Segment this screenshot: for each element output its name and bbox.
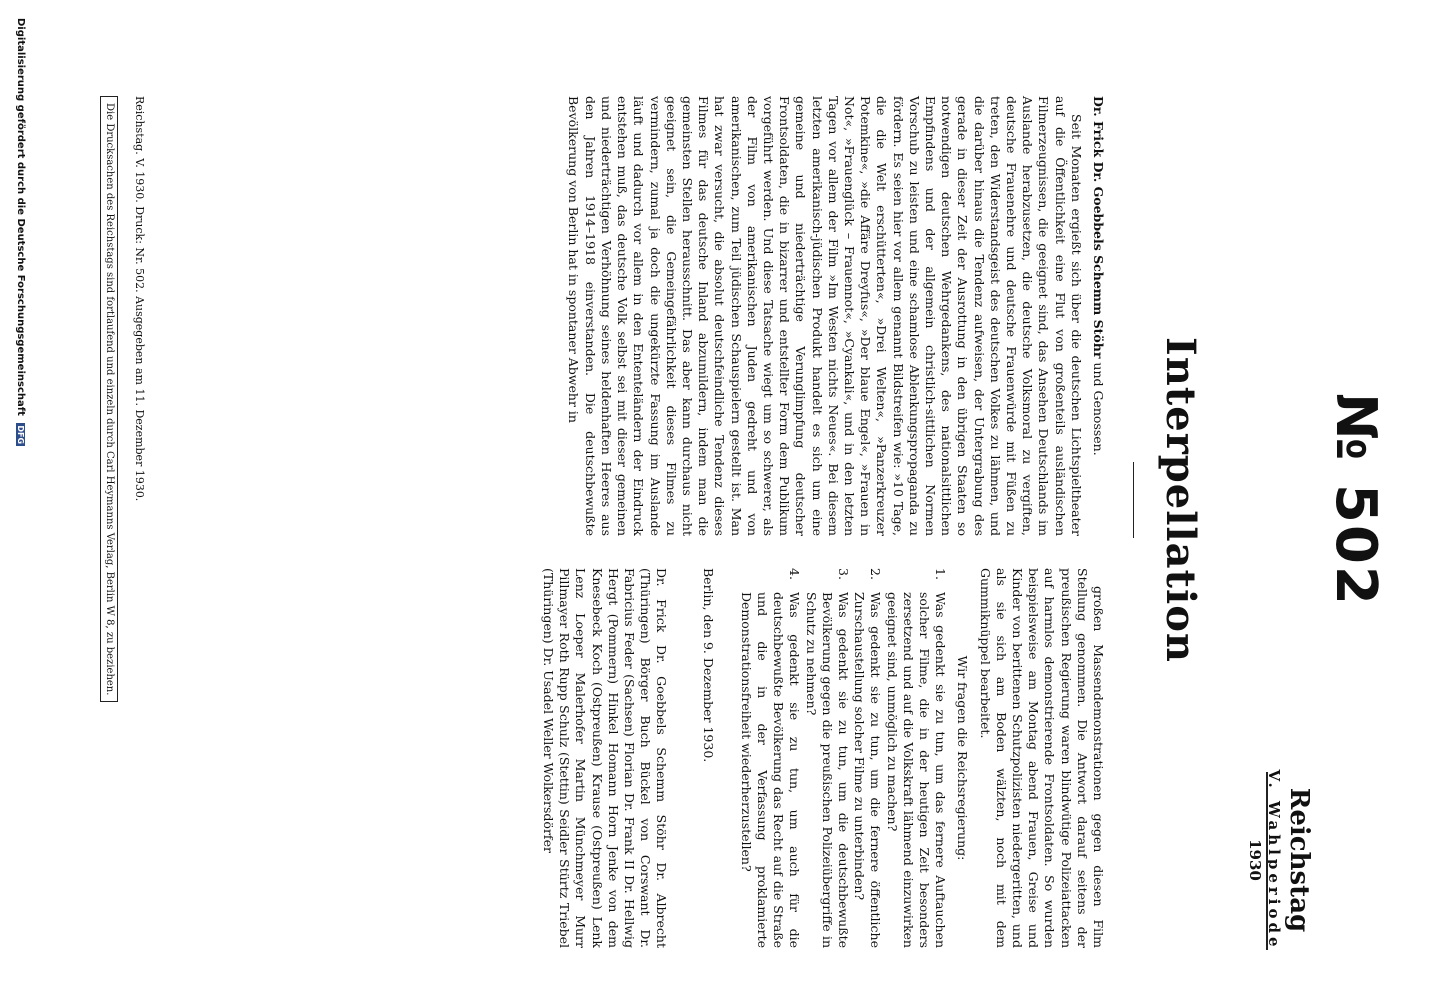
header-year: 1930	[1246, 839, 1264, 881]
footer-print-info: Reichstag. V. 1930. Druck: Nr. 502. Ausgegeben am 11. Dezember 1930.	[133, 96, 146, 502]
authors-heading	[1090, 96, 1106, 536]
footer-publisher-box: Die Drucksachen des Reichstags sind fortlaufend und einzeln durch Carl Heymanns Verlag, Berlin W 8, zu beziehen.	[100, 96, 118, 702]
chamber-name: Reichstag	[1284, 787, 1314, 933]
signatories: Dr. Frick Dr. Goebbels Schemm Stöhr Dr. Albrecht (Thüringen) Börger Buch Bückel von Corswant Dr. Fabricius Feder (Sachsen) Florian Dr. Frank II Dr. Hellwig Hergt (Pommern) Hinkel Homann Horn Jenke von dem Knesebeck Koch (Ostpreußen) Krause (Ostpreußen) Lenk Lenz Loeper Malerhofer Martin Münchmeyer Murr Pillmayer Roth Rupp Schulz (Stettin) Seidler Stürtz Triebel (Thüringen) Dr. Usadel Weller Wolkersdörfer	[540, 568, 670, 948]
election-period: V. Wahlperiode	[1265, 769, 1283, 951]
authors-names: Dr. Frick Dr. Goebbels Schemm Stöhr	[1091, 96, 1106, 359]
body-paragraph-1: Seit Monaten ergießt sich über die deutschen Lichtspieltheater auf die Öffentlichkeit eine Flut von großenteils ausländischen Filmerzeugnissen, die geeignet sind, das Ansehen Deutschlands im Auslande herabzusetzen, die deutsche Volksmoral zu vergiften, deutsche Frauenehre und deutsche Frauenwürde mit Füßen zu treten, den Widerstandsgeist des deutschen Volkes zu lähmen, und die darüber hinaus die Tendenz aufweisen, der Untergrabung des gerade in dieser Zeit der Ausrottung in den übrigen Staaten so notwendigen deutschen Wehrgedankens, des nationalsittlichen Empfindens und der allgemein christlich-sittlichen Normen Vorschub zu leisten und eine schamlose Ablenkungspropaganda zu fördern. Es seien hier vor allem genannt Bildstreifen wie: »10 Tage, die die Welt erschütterten«, »Drei Welten«, »Panzerkreuzer Potemkine«, »die Affäre Dreyfus«, »Der blaue Engel«, »Frauen in Not«, »Frauenglück – Frauennot«, »Cyankali«, und in den letzten Tagen vor allem der Film »Im Westen nichts Neues«. Bei diesem letzten amerikanisch-jüdischen Produkt handelt es sich um eine gemeine und niederträchtige Verunglimpfung deutscher Frontsoldaten, die in bizarrer und entstellter Form dem Publikum vorgeführt werden. Und diese Tatsache wiegt um so schwerer, als der Film von amerikanischen Juden gedreht und von amerikanischen, zum Teil jüdischen Schauspielern gestellt ist. Man hat zwar versucht, die absolut deutschfeindliche Tendenz dieses Filmes für das deutsche Inland abzumildern, indem man die gemeinsten Stellen herausschnitt. Das aber kann durchaus nicht geeignet sein, die Gemeingefährlichkeit dieses Filmes zu vermindern, zumal ja doch die ungekürzte Fassung im Auslande läuft und dadurch vor allem in den Ententeländern der Eindruck entstehen muß, das deutsche Volk selbst sei mit dieser gemeinen und niederträchtigen Verhöhnung seines heldenhaften Heeres aus den Jahren 1914–1918 einverstanden. Die deutschbewußte Bevölkerung von Berlin hat in spontaner Abwehr in	[566, 96, 1084, 536]
authors-tail: und Genossen.	[1091, 362, 1106, 456]
title-rule	[1133, 462, 1134, 538]
question-item	[738, 568, 803, 948]
question-number: 4.	[787, 568, 803, 580]
question-number: 1.	[933, 568, 949, 580]
credit-text: Digitalisierung gefördert durch die Deutsche Forschungsgemeinschaft	[15, 18, 26, 416]
left-column	[565, 96, 1106, 536]
question-number: 3.	[835, 568, 851, 580]
dfg-badge: DFG	[16, 425, 25, 445]
question-text: Was gedenkt sie zu tun, um die fernere öffentliche Zurschaustellung solcher Filme zu unterbinden?	[852, 592, 884, 948]
question-item	[802, 568, 851, 948]
question-item	[851, 568, 883, 948]
question-text: Was gedenkt sie zu tun, um auch für die deutschbewußte Bevölkerung das Recht auf die Straße und die in der Verfassung proklamierte Demonstrationsfreiheit wiederherzustellen?	[738, 592, 803, 948]
right-column	[540, 568, 1106, 948]
document-title: Interpellation	[1157, 337, 1204, 663]
question-item	[883, 568, 948, 948]
header-rule	[1266, 772, 1268, 950]
date-line: Berlin, den 9. Dezember 1930.	[700, 568, 716, 763]
question-text: Was gedenkt sie zu tun, um das fernere Auftauchen solcher Filme, die in der heutigen Zeit besonders zersetzend und auf die Volkskraft lähmend einzuwirken geeignet sind, unmöglich zu machen?	[884, 592, 949, 948]
document-number: № 502	[1323, 393, 1388, 607]
body-paragraph-2: großen Massendemonstrationen gegen diesen Film Stellung genommen. Die Antwort darauf seitens der preußischen Regierung waren blindwütige Polizeiattacken auf harmlos demonstrierende Frontsoldaten. So wurden beispielsweise am Montag abend Frauen, Greise und Kinder von berittenen Schutzpolizisten niedergeritten, und als sie sich am Boden wälzten, noch mit dem Gummiknüppel bearbeitet.	[977, 568, 1106, 948]
question-text: Was gedenkt sie zu tun, um die deutschbewußte Bevölkerung gegen die preußischen Polizeiübergriffe in Schutz zu nehmen?	[803, 592, 851, 948]
header-reichstag	[1246, 760, 1314, 960]
digitization-credit	[15, 0, 26, 1000]
question-number: 2.	[868, 568, 884, 580]
question-intro: Wir fragen die Reichsregierung:	[955, 655, 971, 861]
